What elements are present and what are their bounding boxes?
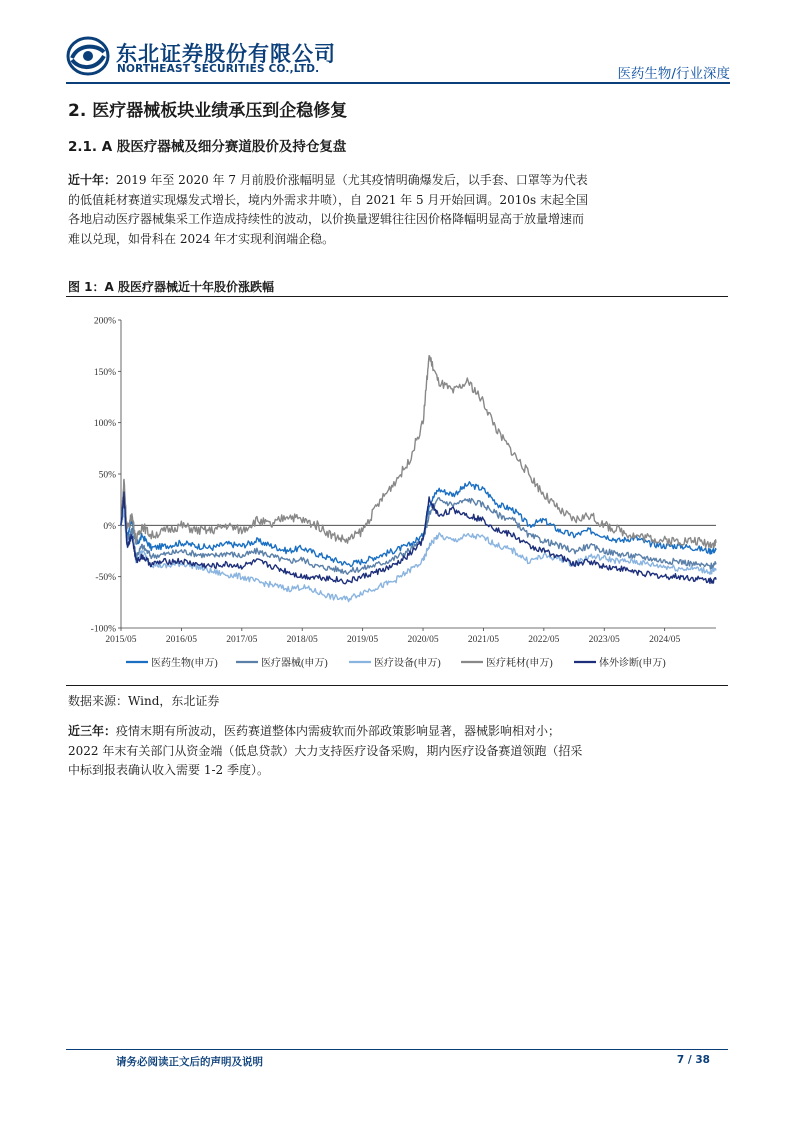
x-tick-label: 2015/05 xyxy=(105,635,137,645)
price-change-line-chart xyxy=(66,300,728,680)
y-tick-label: -50% xyxy=(95,573,116,584)
paragraph-ten-years xyxy=(68,171,588,249)
report-type: 医药生物/行业深度 xyxy=(617,66,730,82)
x-tick-label: 2017/05 xyxy=(226,635,258,645)
y-tick-label: 0% xyxy=(103,521,116,532)
page-number: 7 / 38 xyxy=(676,1054,710,1066)
legend-label: 医药生物(申万) xyxy=(151,658,218,669)
figure-top-rule xyxy=(66,296,728,297)
y-tick-label: 50% xyxy=(98,470,116,481)
paragraph-lead: 近三年： xyxy=(68,724,117,738)
x-tick-label: 2021/05 xyxy=(467,635,500,645)
figure-source: 数据来源：Wind，东北证券 xyxy=(68,694,220,708)
figure-title: 图 1：A 股医疗器械近十年股价涨跌幅 xyxy=(68,280,274,294)
figure-bottom-rule xyxy=(66,685,728,686)
x-tick-label: 2019/05 xyxy=(347,635,379,645)
series-line xyxy=(121,356,716,548)
y-tick-label: 150% xyxy=(93,367,116,378)
footer-divider xyxy=(66,1049,728,1050)
footer-disclaimer: 请务必阅读正文后的声明及说明 xyxy=(116,1056,263,1068)
company-name-en: NORTHEAST SECURITIES CO.,LTD. xyxy=(117,63,320,75)
x-tick-label: 2023/05 xyxy=(588,635,620,645)
x-tick-label: 2016/05 xyxy=(165,635,197,645)
x-tick-label: 2020/05 xyxy=(407,635,439,645)
company-name-cn: 东北证券股份有限公司 xyxy=(116,42,336,66)
x-tick-label: 2018/05 xyxy=(286,635,318,645)
paragraph-lead: 近十年： xyxy=(68,173,117,187)
legend-label: 体外诊断(申万) xyxy=(599,658,666,669)
y-tick-label: 100% xyxy=(93,419,116,430)
section-heading: 2. 医疗器械板块业绩承压到企稳修复 xyxy=(68,101,348,121)
legend-label: 医疗耗材(申万) xyxy=(486,658,553,669)
paragraph-body: 2019 年至 2020 年 7 月前股价涨幅明显（尤其疫情明确爆发后，以手套、口罩等为代表的低值耗材赛道实现爆发式增长，境内外需求井喷），自 2021 年 5 月开始回调。2010s 末起全国各地启动医疗器械集采工作造成持续性的波动，以价换量逻辑往往因价格降幅明显高于放量增速而难以兑现，如骨科在 2024 年才实现利润端企稳。 xyxy=(68,173,588,246)
header-divider xyxy=(66,82,730,84)
company-logo-icon xyxy=(66,36,110,76)
y-tick-label: 200% xyxy=(93,316,116,327)
page-header xyxy=(66,36,730,82)
paragraph-body: 疫情末期有所波动，医药赛道整体内需疲软而外部政策影响显著，器械影响相对小；2022 年末有关部门从资金端（低息贷款）大力支持医疗设备采购，期内医疗设备赛道领跑（招采中标到报表确认收入需要 1-2 季度）。 xyxy=(68,724,583,777)
legend-label: 医疗设备(申万) xyxy=(374,658,441,669)
paragraph-three-years xyxy=(68,722,588,781)
x-tick-label: 2022/05 xyxy=(528,635,560,645)
subsection-heading: 2.1. A 股医疗器械及细分赛道股价及持仓复盘 xyxy=(68,139,347,155)
y-tick-label: -100% xyxy=(90,624,116,635)
x-tick-label: 2024/05 xyxy=(649,635,681,645)
legend-label: 医疗器械(申万) xyxy=(261,658,328,669)
